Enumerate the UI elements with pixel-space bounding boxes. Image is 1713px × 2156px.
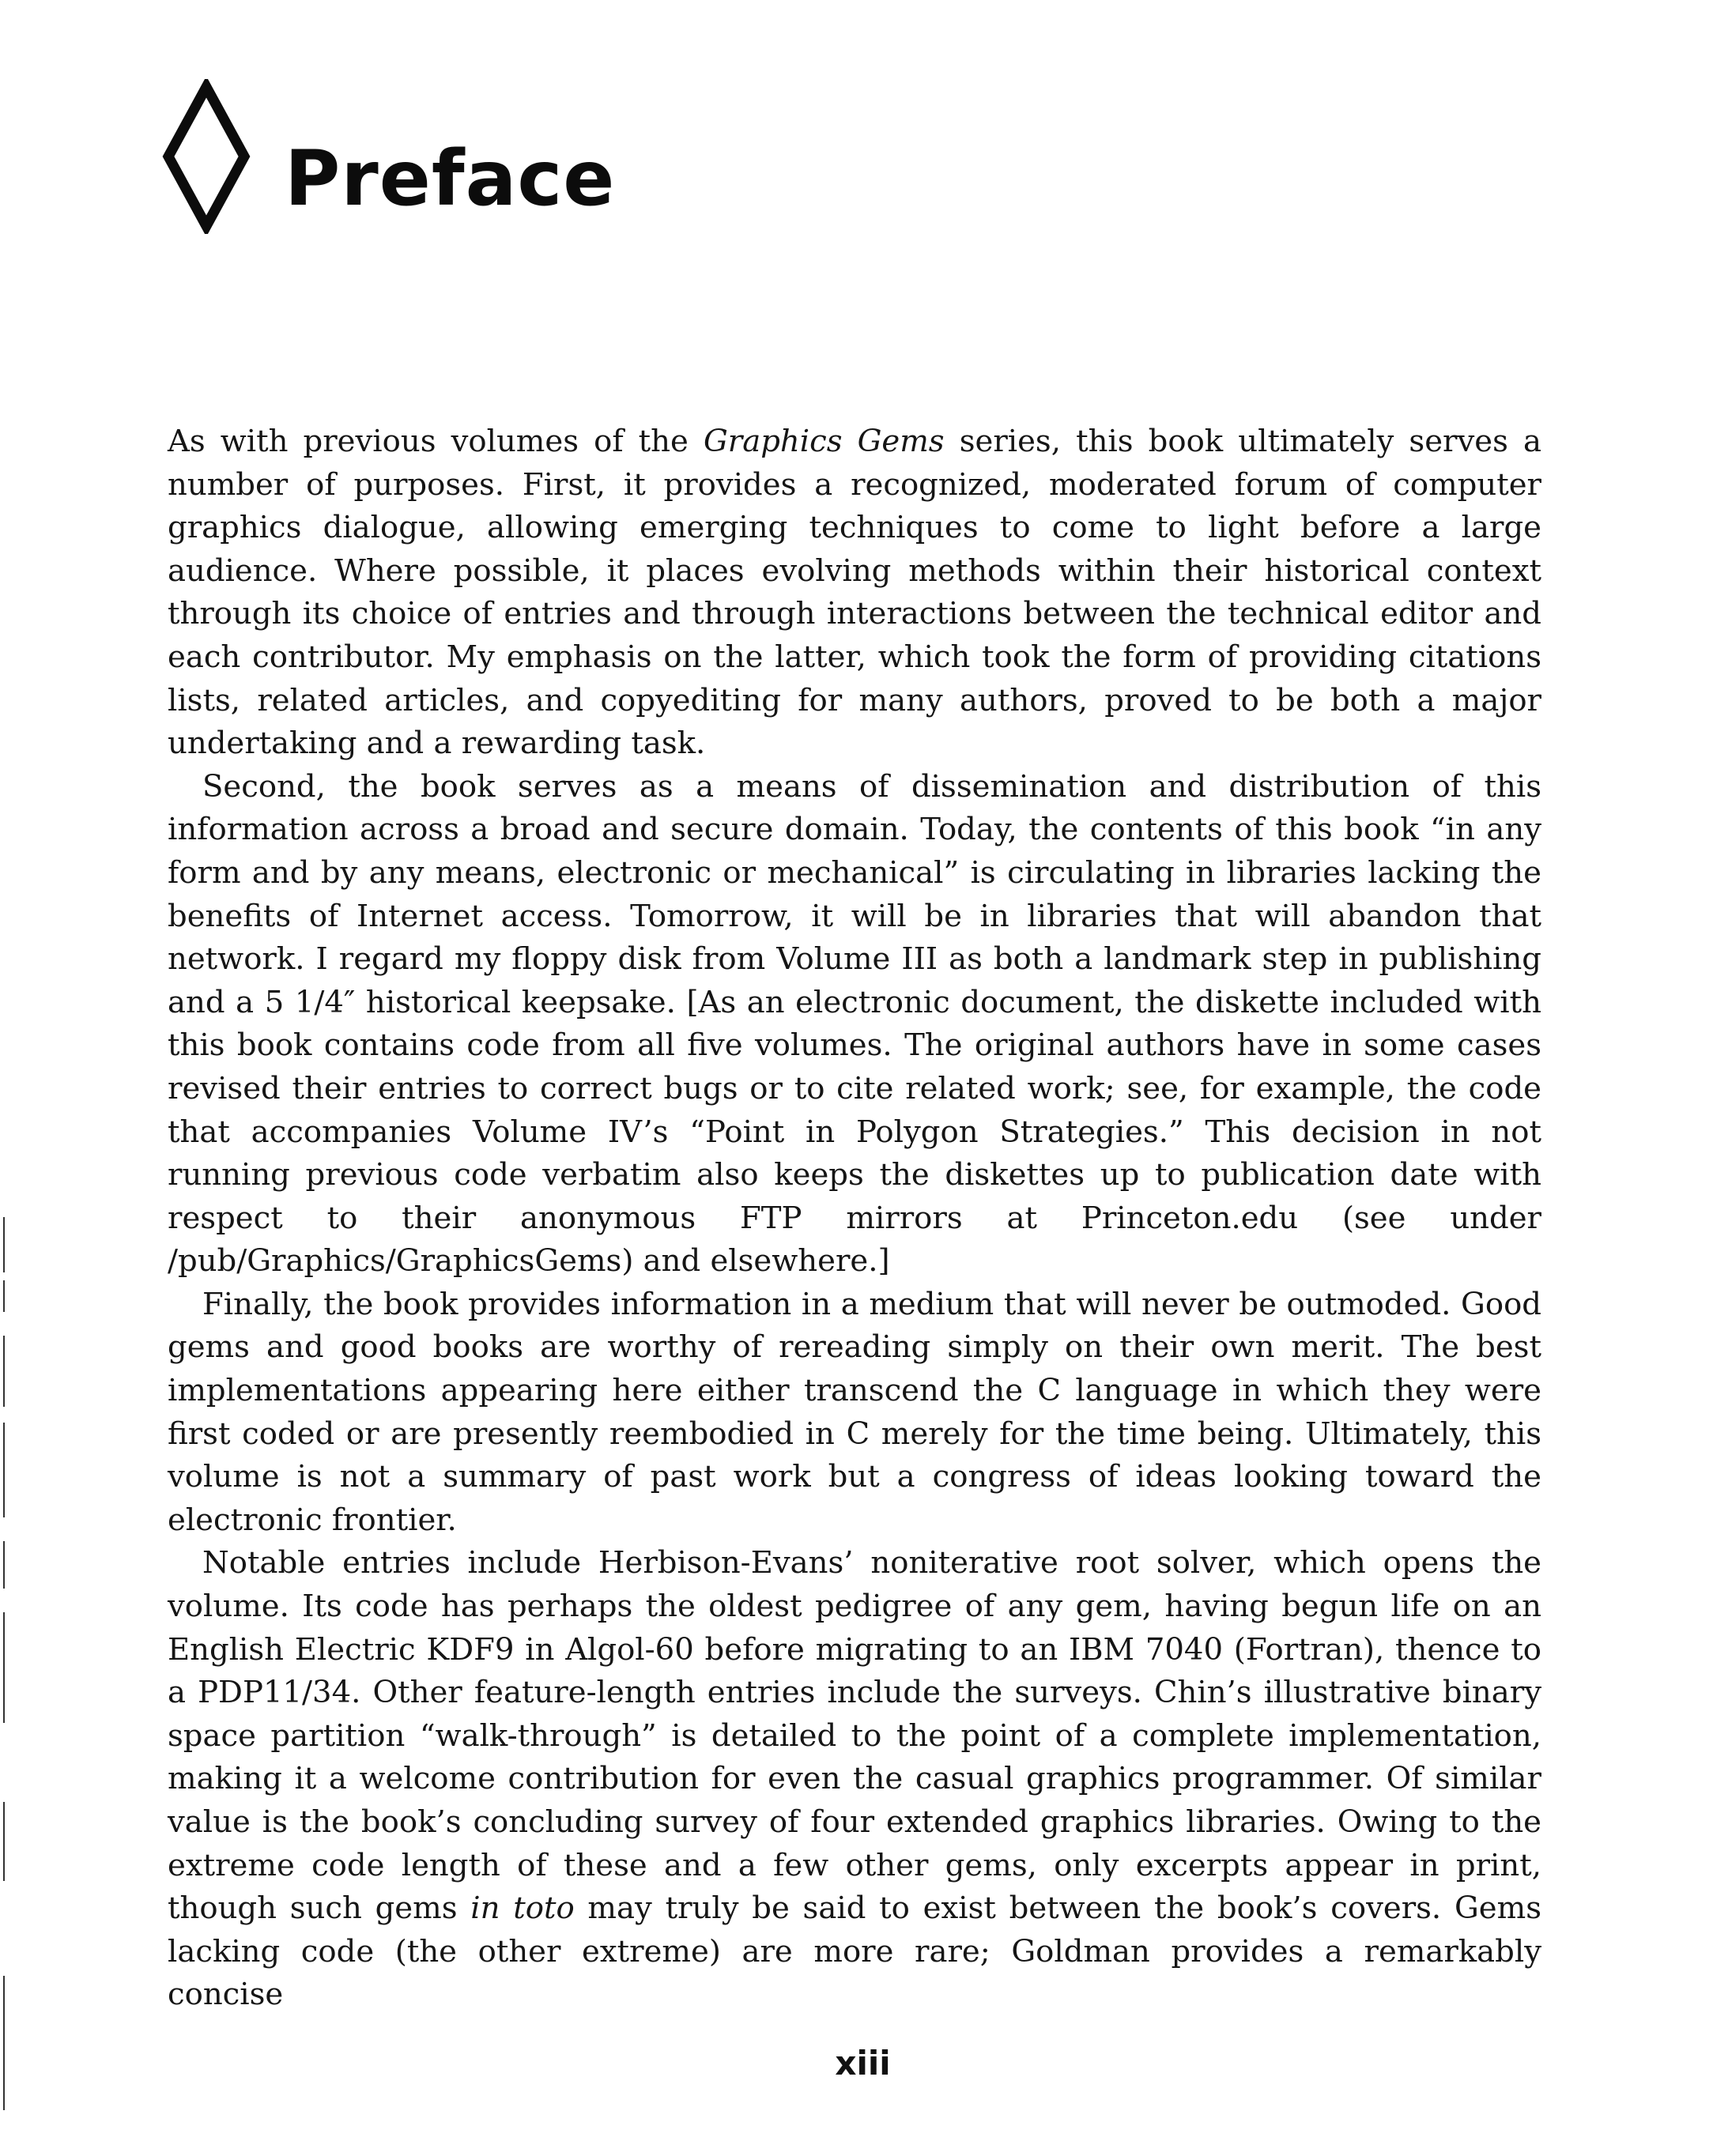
scan-mark <box>3 1280 5 1312</box>
scan-mark <box>3 1976 5 2110</box>
page-number: xiii <box>835 2044 891 2082</box>
text-run: Notable entries include Herbison-Evans’ noniterative root solver, which opens the volume. Its code has perhaps the oldest pedigree of any gem, having begun life on an English Electric KDF9 in Algol-60 before migrating to an IBM 7040 (Fortran), thence to a PDP11/34. Other feature-length entries include the surveys. Chin’s illustrative binary space partition “walk-through” is detailed to the point of a complete implementation, making it a welcome contribution for even the casual graphics programmer. Of similar value is the book’s concluding survey of four extended graphics libraries. Owing to the extreme code length of these and a few other gems, only excerpts appear in print, though such gems <box>168 1545 1541 1927</box>
scan-mark <box>3 1336 5 1407</box>
italic-text: in toto <box>470 1890 575 1927</box>
text-run: may truly be said to exist between the book’s covers. Gems lacking code (the other extreme) are more rare; Goldman provides a remarkably concise <box>168 1890 1541 2013</box>
text-run: As with previous volumes of the <box>168 424 704 459</box>
text-run: Second, the book serves as a means of dissemination and distribution of this information across a broad and secure domain. Today, the contents of this book “in any form and by any means, electronic or mechanical” is circulating in libraries lacking the benefits of Internet access. Tomorrow, it will be in libraries that will abandon that network. I regard my floppy disk from Volume III as both a landmark step in publishing and a 5 1/4″ historical keepsake. [As an electronic document, the diskette included with this book contains code from all five volumes. The original authors have in some cases revised their entries to correct bugs or to cite related work; see, for example, the code that accompanies Volume IV’s “Point in Polygon Strategies.” This decision in not running previous code verbatim also keeps the diskettes up to publication date with respect to their anonymous FTP mirrors at Princeton.edu (see under /pub/Graphics/GraphicsGems) and elsewhere.] <box>168 768 1541 1280</box>
text-run: Finally, the book provides information in a medium that will never be outmoded. Good gems and good books are worthy of rereading simply on their own merit. The best implementations appearing here either transcend the C language in which they were first coded or are presently reembodied in C merely for the time being. Ultimately, this volume is not a summary of past work but a congress of ideas looking toward the electronic frontier. <box>168 1286 1541 1538</box>
body-text <box>168 420 1541 2017</box>
paragraph <box>168 766 1541 1283</box>
chapter-title: Preface <box>285 134 616 223</box>
scan-mark <box>3 1217 5 1272</box>
scan-mark <box>3 1802 5 1881</box>
text-run: series, this book ultimately serves a number of purposes. First, it provides a recognized, moderated forum of computer graphics dialogue, allowing emerging techniques to come to light before a large audience. Where possible, it places evolving methods within their historical context through its choice of entries and through interactions between the technical editor and each contributor. My emphasis on the latter, which took the form of providing citations lists, related articles, and copyediting for many authors, proved to be both a major undertaking and a rewarding task. <box>168 424 1541 762</box>
paragraph <box>168 1283 1541 1543</box>
scan-mark <box>3 1423 5 1517</box>
paragraph <box>168 420 1541 766</box>
diamond-icon <box>162 79 251 234</box>
italic-text: Graphics Gems <box>703 424 945 459</box>
scan-mark <box>3 1612 5 1723</box>
scan-mark <box>3 1541 5 1589</box>
paragraph <box>168 1542 1541 2017</box>
